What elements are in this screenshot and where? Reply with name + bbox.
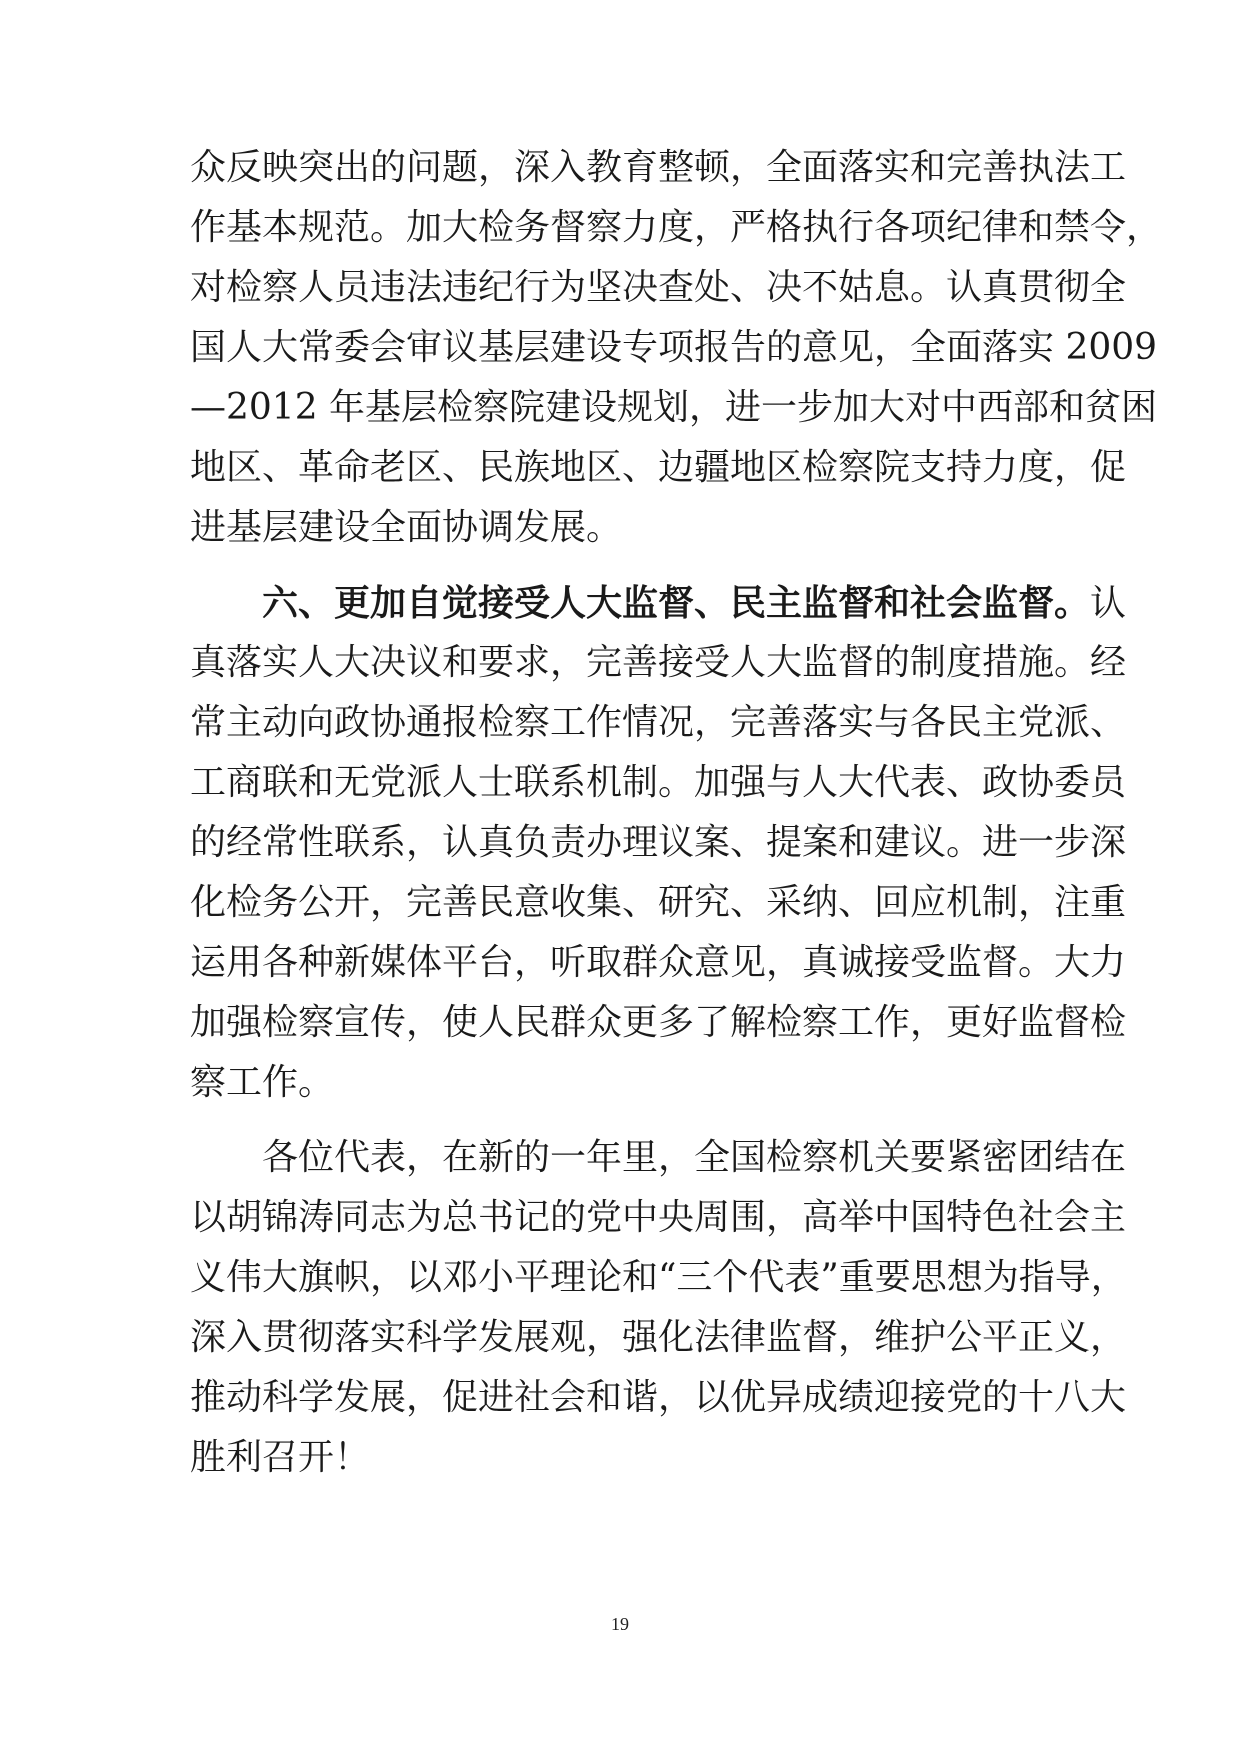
- body-text-line: 真落实人大决议和要求，完善接受人大监督的制度措施。经: [190, 642, 1127, 683]
- page-number: 19: [611, 1614, 629, 1634]
- body-text-line: 的经常性联系，认真负责办理议案、提案和建议。进一步深: [190, 822, 1127, 863]
- body-text-line: 运用各种新媒体平台，听取群众意见，真诚接受监督。大力: [190, 942, 1127, 983]
- body-text-line: 常主动向政协通报检察工作情况，完善落实与各民主党派、: [190, 702, 1127, 743]
- body-text-line: 化检务公开，完善民意收集、研究、采纳、回应机制，注重: [190, 882, 1127, 923]
- body-text-line: 胜利召开！: [190, 1437, 371, 1478]
- body-text-fragment: 认: [1090, 583, 1127, 624]
- body-text-line: 加强检察宣传，使人民群众更多了解检察工作，更好监督检: [190, 1002, 1127, 1043]
- body-text-line: 进基层建设全面协调发展。: [190, 507, 623, 548]
- body-text-line: 各位代表，在新的一年里，全国检察机关要紧密团结在: [262, 1137, 1127, 1178]
- body-text-line: 地区、革命老区、民族地区、边疆地区检察院支持力度，促: [190, 447, 1127, 488]
- body-text-line: 众反映突出的问题，深入教育整顿，全面落实和完善执法工: [190, 147, 1127, 188]
- body-text-line: 工商联和无党派人士联系机制。加强与人大代表、政协委员: [190, 762, 1127, 803]
- body-text-line: 义伟大旗帜，以邓小平理论和“三个代表”重要思想为指导，: [190, 1257, 1127, 1298]
- body-text-line: —2012 年基层检察院建设规划，进一步加大对中西部和贫困: [190, 387, 1158, 428]
- body-text-line: 察工作。: [190, 1062, 335, 1103]
- section-heading-line: [262, 573, 1127, 633]
- body-text-line: 作基本规范。加大检务督察力度，严格执行各项纪律和禁令，: [190, 207, 1163, 248]
- body-text-line: 对检察人员违法违纪行为坚决查处、决不姑息。认真贯彻全: [190, 267, 1127, 308]
- section-heading: 六、更加自觉接受人大监督、民主监督和社会监督。: [262, 582, 1091, 624]
- body-text-line: 国人大常委会审议基层建设专项报告的意见，全面落实 2009: [190, 327, 1158, 368]
- body-text-line: 以胡锦涛同志为总书记的党中央周围，高举中国特色社会主: [190, 1197, 1127, 1238]
- body-text-line: 推动科学发展，促进社会和谐，以优异成绩迎接党的十八大: [190, 1377, 1127, 1418]
- body-text-line: 深入贯彻落实科学发展观，强化法律监督，维护公平正义，: [190, 1317, 1127, 1358]
